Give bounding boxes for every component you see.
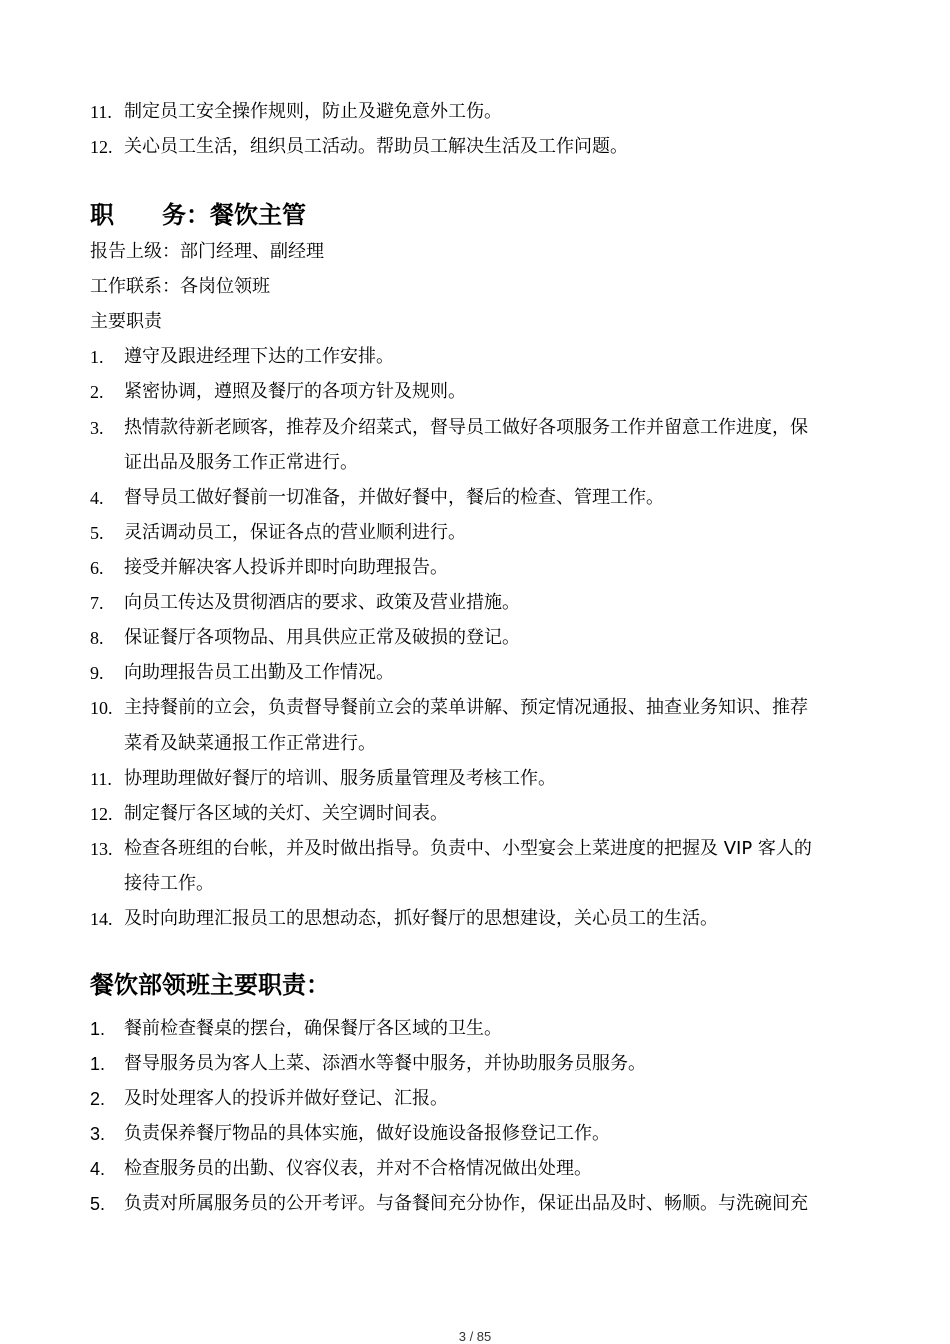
list-text: 关心员工生活，组织员工活动。帮助员工解决生活及工作问题。 (124, 136, 628, 157)
report-to-line: 报告上级：部门经理、副经理 (90, 241, 324, 262)
list-number: 5. (90, 523, 104, 543)
list-number: 5. (90, 1194, 106, 1214)
list-number: 9. (90, 663, 104, 683)
list-number: 13. (90, 839, 113, 859)
section-title-supervisor: 职 务：餐饮主管 (90, 201, 306, 229)
list-number: 7. (90, 593, 104, 613)
list-number: 1. (90, 347, 104, 367)
list-text: 检查服务员的出勤、仪容仪表，并对不合格情况做出处理。 (124, 1158, 592, 1179)
list-text: 菜肴及缺菜通报工作正常进行。 (124, 733, 376, 754)
list-number: 2. (90, 382, 104, 402)
list-number: 3. (90, 1124, 106, 1144)
list-text: 督导员工做好餐前一切准备，并做好餐中，餐后的检查、管理工作。 (124, 487, 664, 508)
list-number: 4. (90, 488, 104, 508)
list-number: 3. (90, 418, 104, 438)
list-text: 接待工作。 (124, 873, 214, 894)
list-text: 热情款待新老顾客，推荐及介绍菜式，督导员工做好各项服务工作并留意工作进度，保 (124, 417, 808, 438)
list-text: 负责对所属服务员的公开考评。与备餐间充分协作，保证出品及时、畅顺。与洗碗间充 (124, 1193, 808, 1214)
list-number: 6. (90, 558, 104, 578)
list-text: 及时处理客人的投诉并做好登记、汇报。 (124, 1088, 448, 1109)
contact-line: 工作联系：各岗位领班 (90, 276, 270, 297)
list-text: 检查各班组的台帐，并及时做出指导。负责中、小型宴会上菜进度的把握及 VIP 客人的 (124, 838, 812, 859)
list-text: 紧密协调，遵照及餐厅的各项方针及规则。 (124, 381, 466, 402)
list-text: 督导服务员为客人上菜、添酒水等餐中服务，并协助服务员服务。 (124, 1053, 646, 1074)
duties-label: 主要职责 (90, 311, 162, 332)
list-text: 遵守及跟进经理下达的工作安排。 (124, 346, 394, 367)
list-number: 8. (90, 628, 104, 648)
list-text: 灵活调动员工，保证各点的营业顺利进行。 (124, 522, 466, 543)
list-number: 2. (90, 1089, 106, 1109)
list-text: 向员工传达及贯彻酒店的要求、政策及营业措施。 (124, 592, 520, 613)
list-number: 1. (90, 1054, 106, 1074)
list-number: 12. (90, 137, 113, 157)
list-number: 11. (90, 102, 112, 122)
list-text: 及时向助理汇报员工的思想动态，抓好餐厅的思想建设，关心员工的生活。 (124, 908, 718, 929)
list-text: 负责保养餐厅物品的具体实施，做好设施设备报修登记工作。 (124, 1123, 610, 1144)
list-number: 1. (90, 1019, 106, 1039)
list-number: 12. (90, 804, 113, 824)
list-text: 制定员工安全操作规则，防止及避免意外工伤。 (124, 101, 502, 122)
list-text: 向助理报告员工出勤及工作情况。 (124, 662, 394, 683)
list-text: 保证餐厅各项物品、用具供应正常及破损的登记。 (124, 627, 520, 648)
section-title-team-leader: 餐饮部领班主要职责： (90, 971, 330, 999)
list-number: 4. (90, 1159, 106, 1179)
list-number: 14. (90, 909, 113, 929)
list-text: 餐前检查餐桌的摆台，确保餐厅各区域的卫生。 (124, 1018, 502, 1039)
list-text: 证出品及服务工作正常进行。 (124, 452, 358, 473)
list-text: 接受并解决客人投诉并即时向助理报告。 (124, 557, 448, 578)
list-text: 主持餐前的立会，负责督导餐前立会的菜单讲解、预定情况通报、抽查业务知识、推荐 (124, 697, 808, 718)
list-text: 协理助理做好餐厅的培训、服务质量管理及考核工作。 (124, 768, 556, 789)
list-number: 10. (90, 698, 113, 718)
list-number: 11. (90, 769, 112, 789)
list-text: 制定餐厅各区域的关灯、关空调时间表。 (124, 803, 448, 824)
page-indicator: 3 / 85 (458, 1329, 492, 1344)
